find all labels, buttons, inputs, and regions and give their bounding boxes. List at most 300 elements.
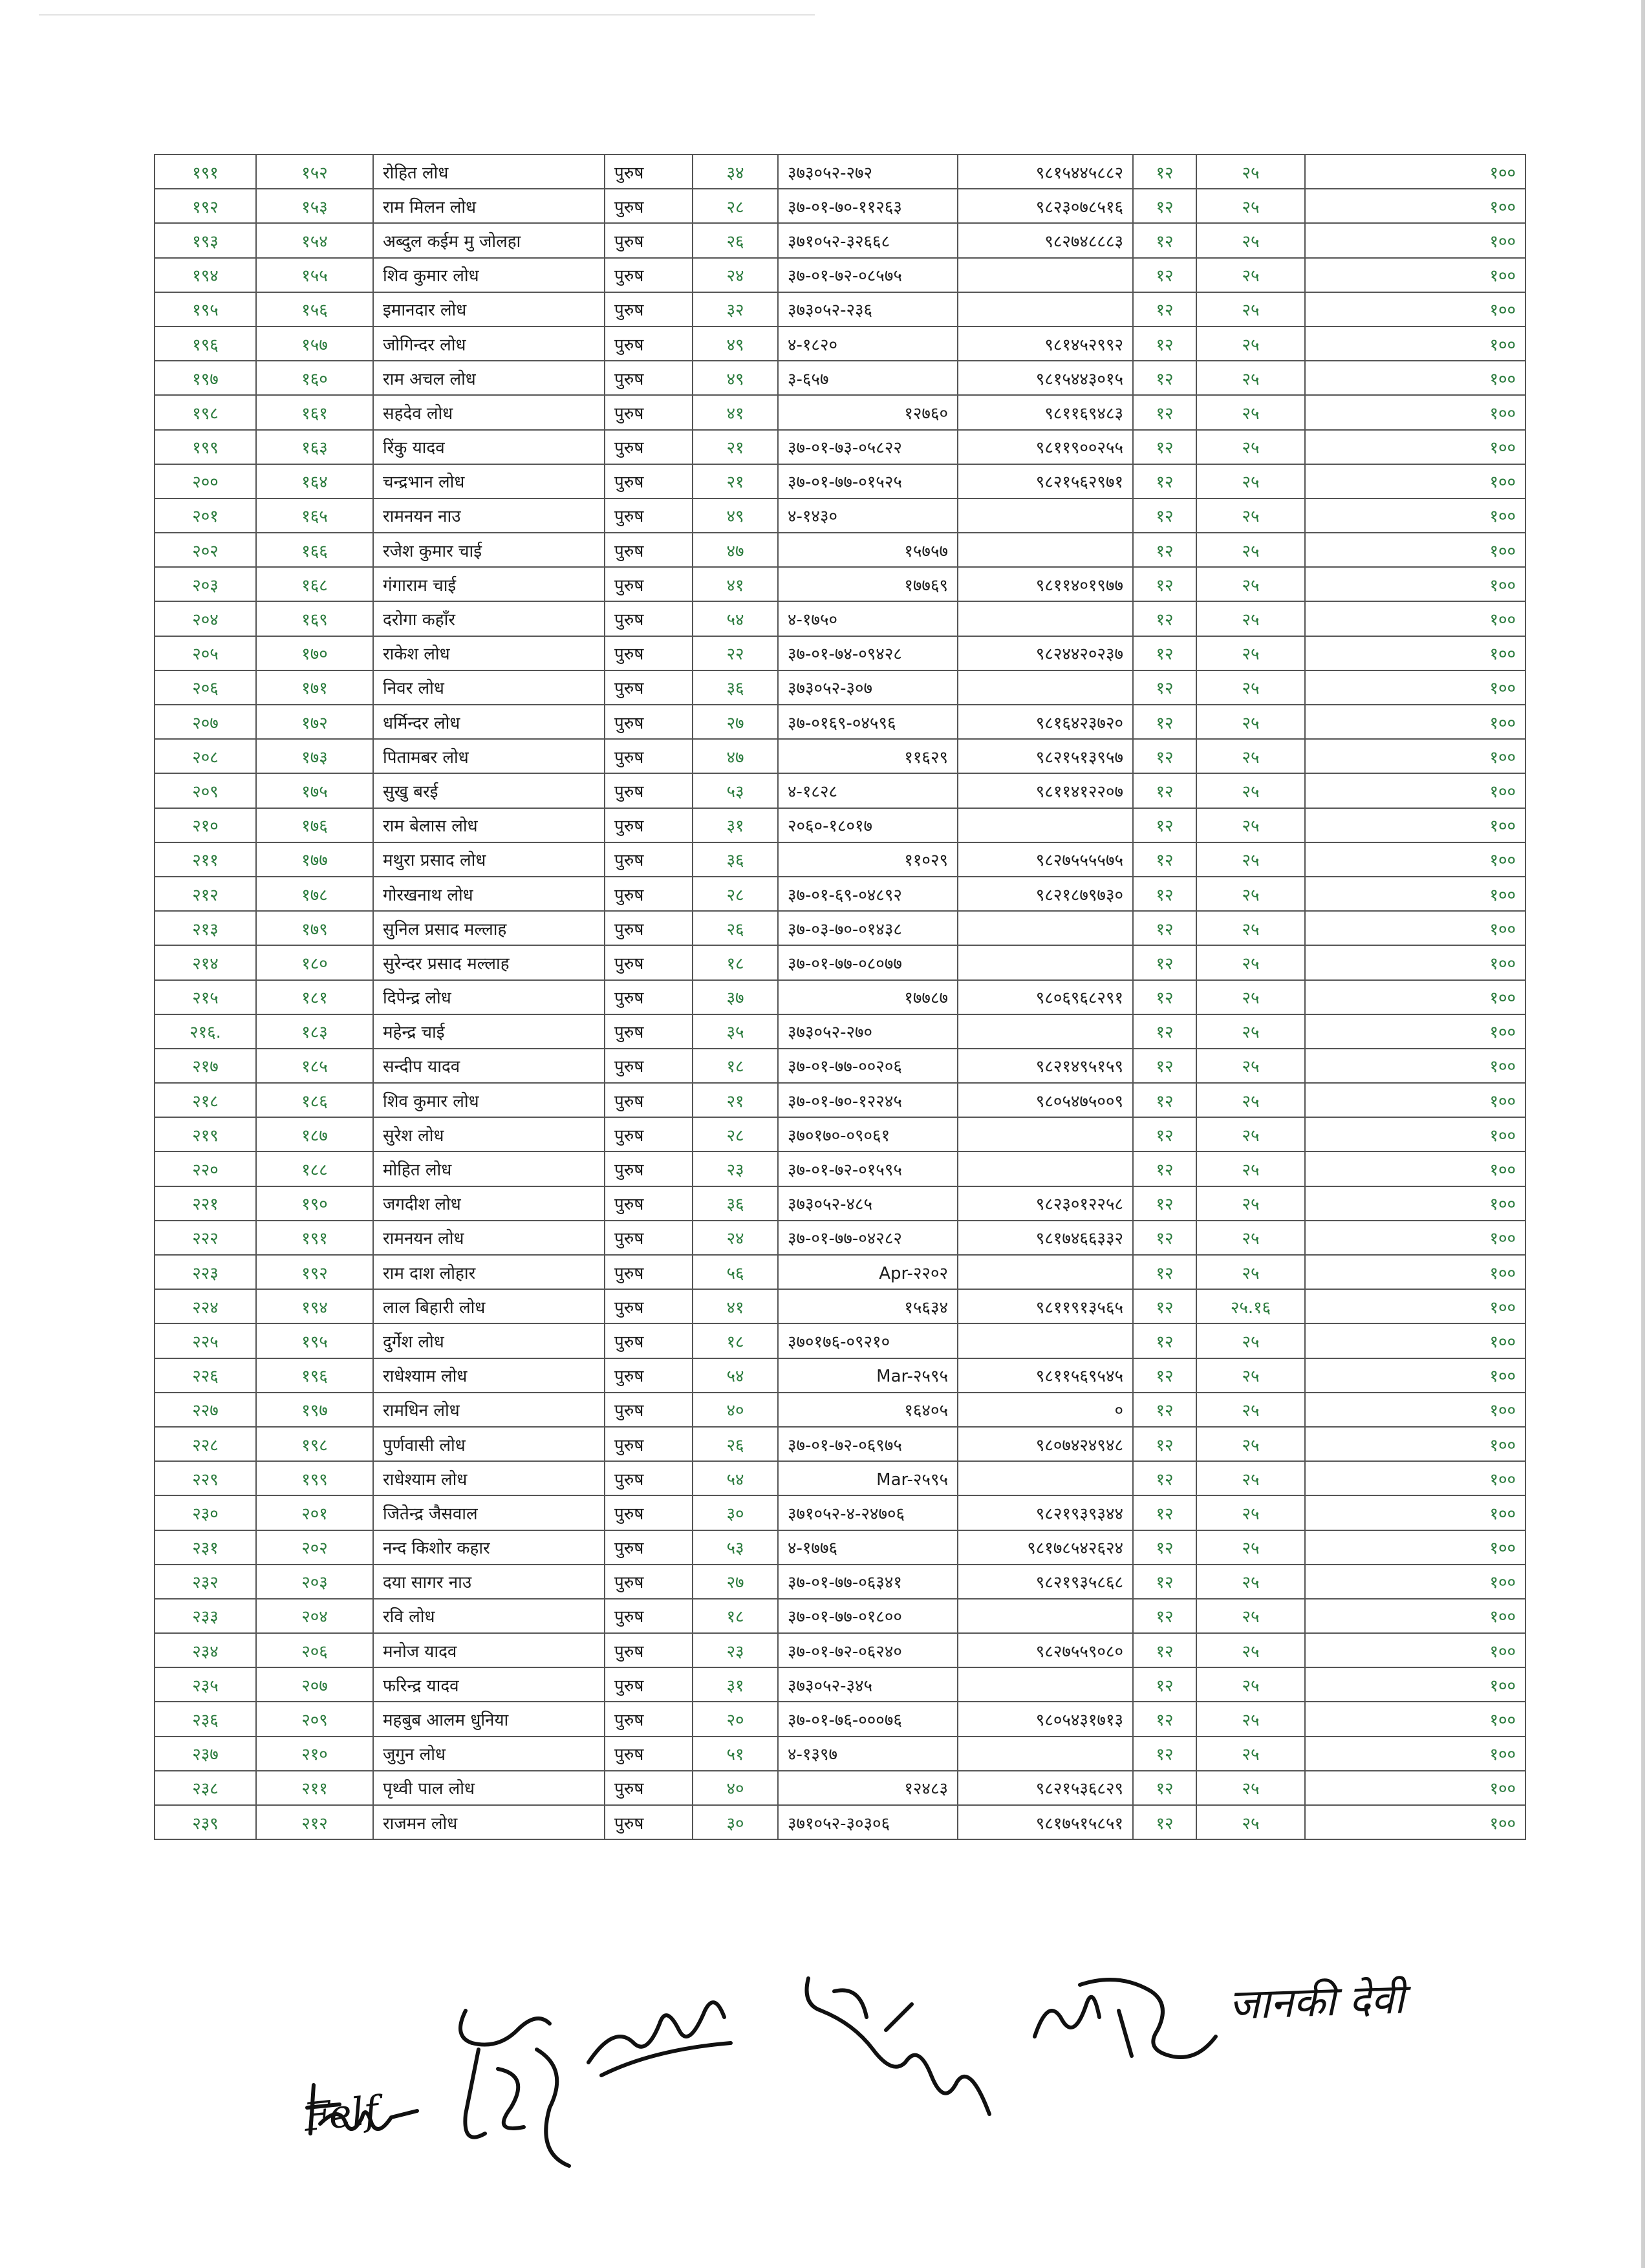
gender-cell: पुरुष (605, 1289, 693, 1323)
table-row (155, 1151, 1525, 1186)
value-a-cell: १२ (1133, 1393, 1196, 1427)
name-cell: सुखु बरई (373, 773, 605, 808)
id-cell: १९७ (256, 1393, 373, 1427)
value-a-cell: १२ (1133, 1255, 1196, 1289)
gender-cell: पुरुष (605, 945, 693, 979)
id-cell: १५७ (256, 326, 373, 361)
value-b-cell: २५ (1196, 773, 1305, 808)
age-cell: २६ (693, 911, 778, 945)
value-b-cell: २५ (1196, 911, 1305, 945)
age-cell: १८ (693, 1049, 778, 1083)
total-cell: १०० (1305, 773, 1525, 808)
value-b-cell: २५ (1196, 1186, 1305, 1221)
value-a-cell: १२ (1133, 842, 1196, 877)
id-cell: २०९ (256, 1702, 373, 1736)
serial-number-cell: २०२ (155, 533, 256, 567)
serial-number-cell: २११ (155, 842, 256, 877)
age-cell: ३१ (693, 1667, 778, 1702)
serial-number-cell: २२६ (155, 1358, 256, 1393)
page-top-edge (39, 14, 815, 16)
value-a-cell: १२ (1133, 223, 1196, 257)
value-a-cell: १२ (1133, 395, 1196, 429)
value-b-cell: २५ (1196, 1599, 1305, 1633)
phone-cell: ९८१५४४३०१५ (958, 361, 1133, 395)
value-a-cell: १२ (1133, 1186, 1196, 1221)
signature-5 (1022, 1959, 1229, 2082)
document-number-cell: ३७-०१-७०-१२२४५ (778, 1083, 958, 1117)
table-row (155, 1255, 1525, 1289)
gender-cell: पुरुष (605, 395, 693, 429)
value-a-cell: १२ (1133, 1805, 1196, 1839)
serial-number-cell: १९९ (155, 430, 256, 464)
gender-cell: पुरुष (605, 705, 693, 739)
phone-cell (958, 1151, 1133, 1186)
value-b-cell: २५ (1196, 464, 1305, 498)
value-a-cell: १२ (1133, 877, 1196, 911)
total-cell: १०० (1305, 567, 1525, 601)
table-row (155, 1083, 1525, 1117)
total-cell: १०० (1305, 670, 1525, 705)
name-cell: राम बेलास लोध (373, 808, 605, 842)
value-a-cell: १२ (1133, 773, 1196, 808)
phone-cell: ९८२७५५९०८० (958, 1633, 1133, 1667)
value-a-cell: १२ (1133, 567, 1196, 601)
serial-number-cell: २२० (155, 1151, 256, 1186)
age-cell: २६ (693, 1427, 778, 1461)
age-cell: २० (693, 1702, 778, 1736)
table-row (155, 464, 1525, 498)
value-a-cell: १२ (1133, 1565, 1196, 1599)
serial-number-cell: २१६. (155, 1014, 256, 1049)
value-b-cell: २५ (1196, 498, 1305, 533)
document-number-cell: ३७१०५२-३२६६८ (778, 223, 958, 257)
table-row (155, 361, 1525, 395)
age-cell: ५४ (693, 1461, 778, 1495)
table-row (155, 808, 1525, 842)
gender-cell: पुरुष (605, 223, 693, 257)
id-cell: २०४ (256, 1599, 373, 1633)
serial-number-cell: २३२ (155, 1565, 256, 1599)
table-row (155, 601, 1525, 636)
total-cell: १०० (1305, 1186, 1525, 1221)
value-b-cell: २५ (1196, 1495, 1305, 1530)
value-b-cell: २५ (1196, 842, 1305, 877)
value-b-cell: २५ (1196, 670, 1305, 705)
gender-cell: पुरुष (605, 808, 693, 842)
serial-number-cell: २०५ (155, 636, 256, 670)
total-cell: १०० (1305, 361, 1525, 395)
table-row (155, 189, 1525, 223)
name-cell: चन्द्रभान लोध (373, 464, 605, 498)
id-cell: १८८ (256, 1151, 373, 1186)
total-cell: १०० (1305, 533, 1525, 567)
table-row (155, 498, 1525, 533)
total-cell: १०० (1305, 1530, 1525, 1565)
name-cell: सहदेव लोध (373, 395, 605, 429)
id-cell: १९६ (256, 1358, 373, 1393)
name-cell: इमानदार लोध (373, 292, 605, 326)
phone-cell (958, 808, 1133, 842)
gender-cell: पुरुष (605, 1186, 693, 1221)
gender-cell: पुरुष (605, 292, 693, 326)
gender-cell: पुरुष (605, 1221, 693, 1255)
total-cell: १०० (1305, 464, 1525, 498)
serial-number-cell: २३५ (155, 1667, 256, 1702)
serial-number-cell: १९४ (155, 258, 256, 292)
name-cell: सन्दीप यादव (373, 1049, 605, 1083)
gender-cell: पुरुष (605, 1014, 693, 1049)
name-cell: लाल बिहारी लोध (373, 1289, 605, 1323)
phone-cell (958, 292, 1133, 326)
document-number-cell: ३७३०५२-२३६ (778, 292, 958, 326)
serial-number-cell: १९१ (155, 155, 256, 189)
document-number-cell: १५६३४ (778, 1289, 958, 1323)
serial-number-cell: १९६ (155, 326, 256, 361)
serial-number-cell: २२१ (155, 1186, 256, 1221)
serial-number-cell: १९२ (155, 189, 256, 223)
table-row (155, 1565, 1525, 1599)
serial-number-cell: २३० (155, 1495, 256, 1530)
serial-number-cell: १९८ (155, 395, 256, 429)
table-row (155, 1633, 1525, 1667)
value-b-cell: २५ (1196, 533, 1305, 567)
table-row (155, 1667, 1525, 1702)
phone-cell: ९८१४५२९९२ (958, 326, 1133, 361)
value-a-cell: १२ (1133, 1427, 1196, 1461)
name-cell: नन्द किशोर कहार (373, 1530, 605, 1565)
value-b-cell: २५ (1196, 1737, 1305, 1771)
age-cell: २८ (693, 877, 778, 911)
total-cell: १०० (1305, 1323, 1525, 1358)
id-cell: १७२ (256, 705, 373, 739)
document-number-cell: ३७०१७६-०९२१० (778, 1323, 958, 1358)
name-cell: सुनिल प्रसाद मल्लाह (373, 911, 605, 945)
age-cell: २६ (693, 223, 778, 257)
id-cell: १७७ (256, 842, 373, 877)
id-cell: १९९ (256, 1461, 373, 1495)
id-cell: २१० (256, 1737, 373, 1771)
signature-janaki-devi: जानकी देवी (1227, 1975, 1406, 2029)
name-cell: जगदीश लोध (373, 1186, 605, 1221)
id-cell: १७५ (256, 773, 373, 808)
id-cell: १७० (256, 636, 373, 670)
document-number-cell: Apr-२२०२ (778, 1255, 958, 1289)
total-cell: १०० (1305, 1358, 1525, 1393)
serial-number-cell: २०९ (155, 773, 256, 808)
document-number-cell: ३७०१७०-०९०६१ (778, 1117, 958, 1151)
total-cell: १०० (1305, 1221, 1525, 1255)
table-row (155, 1323, 1525, 1358)
id-cell: २०६ (256, 1633, 373, 1667)
serial-number-cell: २२८ (155, 1427, 256, 1461)
phone-cell: ९८०५४३१७१३ (958, 1702, 1133, 1736)
age-cell: २२ (693, 636, 778, 670)
age-cell: ४९ (693, 361, 778, 395)
table-row (155, 567, 1525, 601)
gender-cell: पुरुष (605, 1151, 693, 1186)
serial-number-cell: २३४ (155, 1633, 256, 1667)
serial-number-cell: २०० (155, 464, 256, 498)
value-a-cell: १२ (1133, 1771, 1196, 1805)
id-cell: १६५ (256, 498, 373, 533)
age-cell: ३७ (693, 980, 778, 1014)
phone-cell: ९८२१५६२९७१ (958, 464, 1133, 498)
gender-cell: पुरुष (605, 1530, 693, 1565)
value-b-cell: २५ (1196, 361, 1305, 395)
table-row (155, 395, 1525, 429)
total-cell: १०० (1305, 1461, 1525, 1495)
name-cell: रामनयन लोध (373, 1221, 605, 1255)
total-cell: १०० (1305, 1599, 1525, 1633)
age-cell: ४० (693, 1771, 778, 1805)
id-cell: १६४ (256, 464, 373, 498)
name-cell: सुरेश लोध (373, 1117, 605, 1151)
age-cell: ४१ (693, 1289, 778, 1323)
total-cell: १०० (1305, 1014, 1525, 1049)
phone-cell (958, 498, 1133, 533)
total-cell: १०० (1305, 1737, 1525, 1771)
name-cell: गोरखनाथ लोध (373, 877, 605, 911)
table-row (155, 945, 1525, 979)
value-b-cell: २५ (1196, 739, 1305, 773)
total-cell: १०० (1305, 155, 1525, 189)
total-cell: १०० (1305, 1702, 1525, 1736)
value-a-cell: १२ (1133, 1151, 1196, 1186)
value-a-cell: १२ (1133, 1221, 1196, 1255)
name-cell: दरोगा कहाँर (373, 601, 605, 636)
total-cell: १०० (1305, 636, 1525, 670)
table-row (155, 326, 1525, 361)
value-a-cell: १२ (1133, 1049, 1196, 1083)
phone-cell: ९८२१४९५१५९ (958, 1049, 1133, 1083)
age-cell: ५४ (693, 1358, 778, 1393)
id-cell: १७१ (256, 670, 373, 705)
table-row (155, 705, 1525, 739)
document-number-cell: ३७-०१-७७-००२०६ (778, 1049, 958, 1083)
age-cell: ४० (693, 1393, 778, 1427)
id-cell: १५५ (256, 258, 373, 292)
age-cell: २४ (693, 258, 778, 292)
gender-cell: पुरुष (605, 601, 693, 636)
id-cell: २०१ (256, 1495, 373, 1530)
gender-cell: पुरुष (605, 155, 693, 189)
phone-cell (958, 1117, 1133, 1151)
age-cell: २७ (693, 705, 778, 739)
value-a-cell: १२ (1133, 498, 1196, 533)
table-row (155, 739, 1525, 773)
value-a-cell: १२ (1133, 1633, 1196, 1667)
document-number-cell: ३७-०१-७४-०९४२८ (778, 636, 958, 670)
phone-cell (958, 1323, 1133, 1358)
phone-cell: ९८२४४२०२३७ (958, 636, 1133, 670)
serial-number-cell: २२३ (155, 1255, 256, 1289)
total-cell: १०० (1305, 980, 1525, 1014)
value-b-cell: २५ (1196, 1083, 1305, 1117)
table-row (155, 877, 1525, 911)
table-row (155, 1049, 1525, 1083)
total-cell: १०० (1305, 1427, 1525, 1461)
phone-cell: ९८११५६९५४५ (958, 1358, 1133, 1393)
value-b-cell: २५ (1196, 1358, 1305, 1393)
gender-cell: पुरुष (605, 773, 693, 808)
phone-cell (958, 1667, 1133, 1702)
value-b-cell: २५ (1196, 1221, 1305, 1255)
id-cell: १५३ (256, 189, 373, 223)
phone-cell (958, 1737, 1133, 1771)
serial-number-cell: २०१ (155, 498, 256, 533)
age-cell: ३६ (693, 670, 778, 705)
age-cell: २१ (693, 430, 778, 464)
name-cell: पुर्णवासी लोध (373, 1427, 605, 1461)
value-b-cell: २५ (1196, 601, 1305, 636)
value-b-cell: २५ (1196, 1049, 1305, 1083)
phone-cell (958, 1599, 1133, 1633)
value-a-cell: १२ (1133, 292, 1196, 326)
total-cell: १०० (1305, 842, 1525, 877)
gender-cell: पुरुष (605, 1358, 693, 1393)
table-row (155, 1495, 1525, 1530)
phone-cell (958, 601, 1133, 636)
value-a-cell: १२ (1133, 155, 1196, 189)
id-cell: १६० (256, 361, 373, 395)
name-cell: रवि लोध (373, 1599, 605, 1633)
total-cell: १०० (1305, 1633, 1525, 1667)
id-cell: १९८ (256, 1427, 373, 1461)
id-cell: १९५ (256, 1323, 373, 1358)
table-row (155, 1289, 1525, 1323)
phone-cell: ९८१७८५४२६२४ (958, 1530, 1133, 1565)
age-cell: १८ (693, 1599, 778, 1633)
age-cell: २७ (693, 1565, 778, 1599)
document-number-cell: ३७३०५२-२७२ (778, 155, 958, 189)
table-row (155, 1599, 1525, 1633)
value-a-cell: १२ (1133, 601, 1196, 636)
total-cell: १०० (1305, 705, 1525, 739)
age-cell: २३ (693, 1151, 778, 1186)
value-b-cell: २५ (1196, 1530, 1305, 1565)
id-cell: १८७ (256, 1117, 373, 1151)
serial-number-cell: २२५ (155, 1323, 256, 1358)
phone-cell: ९८०७४२४९४८ (958, 1427, 1133, 1461)
beneficiary-table (154, 154, 1526, 1840)
value-a-cell: १२ (1133, 808, 1196, 842)
name-cell: राजमन लोध (373, 1805, 605, 1839)
value-b-cell: २५ (1196, 1117, 1305, 1151)
id-cell: १९२ (256, 1255, 373, 1289)
document-number-cell: ३७-०१-७७-०४२८२ (778, 1221, 958, 1255)
age-cell: ४१ (693, 395, 778, 429)
value-a-cell: १२ (1133, 739, 1196, 773)
gender-cell: पुरुष (605, 877, 693, 911)
name-cell: अब्दुल कईम मु जोलहा (373, 223, 605, 257)
phone-cell: ९८०६९६८२९१ (958, 980, 1133, 1014)
document-number-cell: ४-१८२० (778, 326, 958, 361)
serial-number-cell: २०७ (155, 705, 256, 739)
id-cell: १६१ (256, 395, 373, 429)
phone-cell: ९८१६४२३७२० (958, 705, 1133, 739)
phone-cell: ९८११४०१९७७ (958, 567, 1133, 601)
phone-cell: ९८११९००२५५ (958, 430, 1133, 464)
name-cell: जुगुन लोध (373, 1737, 605, 1771)
document-number-cell: ३७-०१६९-०४५९६ (778, 705, 958, 739)
table-row (155, 980, 1525, 1014)
serial-number-cell: २३८ (155, 1771, 256, 1805)
serial-number-cell: २३६ (155, 1702, 256, 1736)
phone-cell: ९८०५४७५००९ (958, 1083, 1133, 1117)
signature-3 (576, 1985, 744, 2082)
serial-number-cell: २०६ (155, 670, 256, 705)
document-number-cell: ३७३०५२-३४५ (778, 1667, 958, 1702)
document-number-cell: Mar-२५९५ (778, 1358, 958, 1393)
gender-cell: पुरुष (605, 1323, 693, 1358)
name-cell: रोहित लोध (373, 155, 605, 189)
document-number-cell: ४-१७७६ (778, 1530, 958, 1565)
document-number-cell: ३७-०१-७६-०००७६ (778, 1702, 958, 1736)
value-a-cell: १२ (1133, 1358, 1196, 1393)
age-cell: ५४ (693, 601, 778, 636)
name-cell: राम अचल लोध (373, 361, 605, 395)
total-cell: १०० (1305, 292, 1525, 326)
age-cell: ३६ (693, 1186, 778, 1221)
document-number-cell: ३७-०१-६९-०४८९२ (778, 877, 958, 911)
table-row (155, 533, 1525, 567)
table-row (155, 155, 1525, 189)
total-cell: १०० (1305, 1255, 1525, 1289)
document-number-cell: ३७३०५२-२७० (778, 1014, 958, 1049)
age-cell: ४९ (693, 326, 778, 361)
value-b-cell: २५ (1196, 326, 1305, 361)
gender-cell: पुरुष (605, 739, 693, 773)
document-number-cell: १७७८७ (778, 980, 958, 1014)
id-cell: १६६ (256, 533, 373, 567)
table-row (155, 1117, 1525, 1151)
phone-cell: ० (958, 1393, 1133, 1427)
signature-felf: Felf (301, 2088, 381, 2141)
gender-cell: पुरुष (605, 430, 693, 464)
name-cell: महबुब आलम धुनिया (373, 1702, 605, 1736)
value-b-cell: २५ (1196, 1461, 1305, 1495)
table-row (155, 1737, 1525, 1771)
name-cell: धर्मिन्दर लोध (373, 705, 605, 739)
document-number-cell: ३७-०१-७२-०८५७५ (778, 258, 958, 292)
phone-cell: ९८११९१३५६५ (958, 1289, 1133, 1323)
age-cell: ५३ (693, 1530, 778, 1565)
age-cell: ४९ (693, 498, 778, 533)
table-row (155, 1805, 1525, 1839)
total-cell: १०० (1305, 911, 1525, 945)
document-number-cell: ३७३०५२-३०७ (778, 670, 958, 705)
table-row (155, 670, 1525, 705)
age-cell: ३२ (693, 292, 778, 326)
document-number-cell: ३७-०१-७३-०५८२२ (778, 430, 958, 464)
phone-cell (958, 1461, 1133, 1495)
name-cell: राम मिलन लोध (373, 189, 605, 223)
value-b-cell: २५ (1196, 980, 1305, 1014)
document-number-cell: ३७-०१-७७-०६३४१ (778, 1565, 958, 1599)
age-cell: २१ (693, 464, 778, 498)
phone-cell (958, 1014, 1133, 1049)
document-number-cell: ३७-०१-७७-०१८०० (778, 1599, 958, 1633)
value-b-cell: २५ (1196, 189, 1305, 223)
serial-number-cell: २१० (155, 808, 256, 842)
document-number-cell: ११६२९ (778, 739, 958, 773)
phone-cell (958, 670, 1133, 705)
document-number-cell: १२४८३ (778, 1771, 958, 1805)
id-cell: १७८ (256, 877, 373, 911)
phone-cell (958, 533, 1133, 567)
phone-cell: ९८११४१२२०७ (958, 773, 1133, 808)
gender-cell: पुरुष (605, 533, 693, 567)
